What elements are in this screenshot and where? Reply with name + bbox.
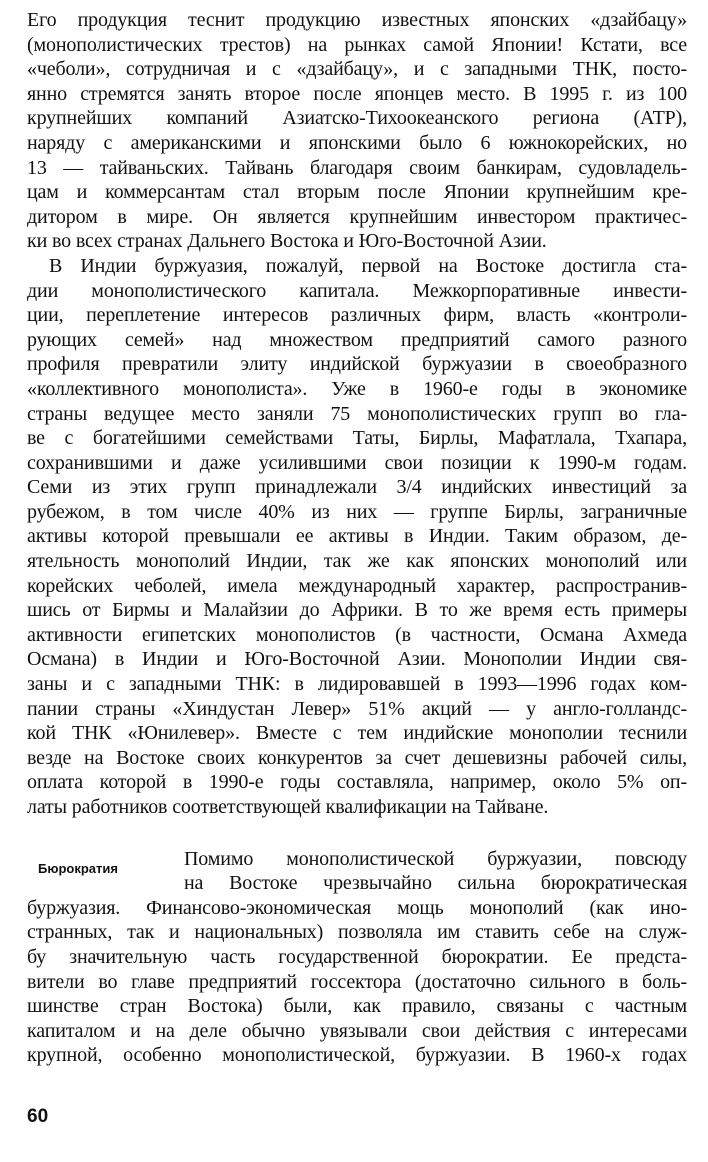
text-line: шись от Бирмы и Малайзии до Африки. В то же время есть примеры [27,599,687,622]
paragraph-2 [27,254,687,820]
text-line: буржуазия. Финансово-экономическая мощь монополий (как ино- [27,896,687,919]
text-line: странных, так и национальных) позволяла им ставить себе на служ- [27,921,687,944]
text-line: янно стремятся занять второе после японцев место. В 1995 г. из 100 [27,82,687,105]
page-number: 60 [27,1106,49,1127]
text-line: Его продукция теснит продукцию известных японских «дзайбацу» [27,9,687,31]
paragraph-3 [27,847,687,1068]
text-line: везде на Востоке своих конкурентов за счет дешевизны рабочей силы, [27,746,687,769]
text-line: (монополистических трестов) на рынках самой Японии! Кстати, все [27,33,687,56]
text-line: капиталом и на деле обычно увязывали свои действия с интересами [27,1019,687,1042]
text-line: рующих семей» над множеством предприятий самого разного [27,328,687,351]
text-line: наряду с американскими и японскими было 6 южнокорейских, но [27,131,687,154]
text-line: бу значительную часть государственной бюрократии. Ее предста- [27,945,687,968]
text-line: активности египетских монополистов (в частности, Османа Ахмеда [27,623,687,646]
text-line: корейских чеболей, имела международный характер, распространив- [27,574,687,597]
text-line: Помимо монополистической буржуазии, повсюду [184,847,687,870]
text-line: ки во всех странах Дальнего Востока и Юго-Восточной Азии. [27,230,547,253]
paragraph-1 [27,8,687,254]
text-line: латы работников соответствующей квалификации на Тайване. [27,796,549,818]
text-line: ятельность монополий Индии, так же как японских монополий или [27,550,687,573]
page-text [27,8,687,1068]
text-line: дии монополистического капитала. Межкорпоративные инвести- [27,279,687,302]
text-line: Османа) в Индии и Юго-Восточной Азии. Монополии Индии свя- [27,648,687,671]
text-line: оплата которой в 1990-е годы составляла, например, около 5% оп- [27,771,687,794]
text-line: вители во главе предприятий госсектора (достаточно сильного в боль- [27,970,687,993]
text-line: Семи из этих групп принадлежали 3/4 индийских инвестиций за [27,476,687,499]
text-line: ве с богатейшими семействами Таты, Бирлы, Мафатлала, Тхапара, [27,427,687,450]
text-line: крупнейших компаний Азиатско-Тихоокеанского региона (АТР), [27,107,687,130]
text-line: рубежом, в том числе 40% из них — группе Бирлы, заграничные [27,500,687,523]
text-line: шинстве стран Востока) были, как правило, связаны с частным [27,995,687,1018]
text-line: ции, переплетение интересов различных фирм, власть «контроли- [27,304,687,327]
text-line: В Индии буржуазия, пожалуй, первой на Востоке достигла ста- [49,254,687,277]
text-line: «чеболи», сотрудничая и с «дзайбацу», и с западными ТНК, посто- [27,58,687,81]
text-line: профиля превратили элиту индийской буржуазии в своеобразного [27,353,687,376]
text-line: на Востоке чрезвычайно сильна бюрократическая [184,872,687,895]
text-line: 13 — тайваньских. Тайвань благодаря своим банкирам, судовладель- [27,156,687,179]
text-line: цам и коммерсантам стал вторым после Японии крупнейшим кре- [27,181,687,204]
side-heading: Бюрократия [38,860,118,876]
text-line: пании страны «Хиндустан Левер» 51% акций — у англо-голландс- [27,697,687,720]
text-line: «коллективного монополиста». Уже в 1960-е годы в экономике [27,377,687,400]
text-line: активы которой превышали ее активы в Индии. Таким образом, де- [27,525,687,548]
section-gap [27,820,687,847]
text-line: страны ведущее место заняли 75 монополистических групп во гла- [27,402,687,425]
text-line: дитором в мире. Он является крупнейшим инвестором практичес- [27,205,687,228]
text-line: кой ТНК «Юнилевер». Вместе с тем индийские монополии теснили [27,722,687,745]
text-line: сохранившими и даже усилившими свои позиции к 1990-м годам. [27,451,687,474]
text-line: заны и с западными ТНК: в лидировавшей в 1993—1996 годах ком- [27,673,687,696]
text-line: крупной, особенно монополистической, буржуазии. В 1960-х годах [27,1044,687,1067]
